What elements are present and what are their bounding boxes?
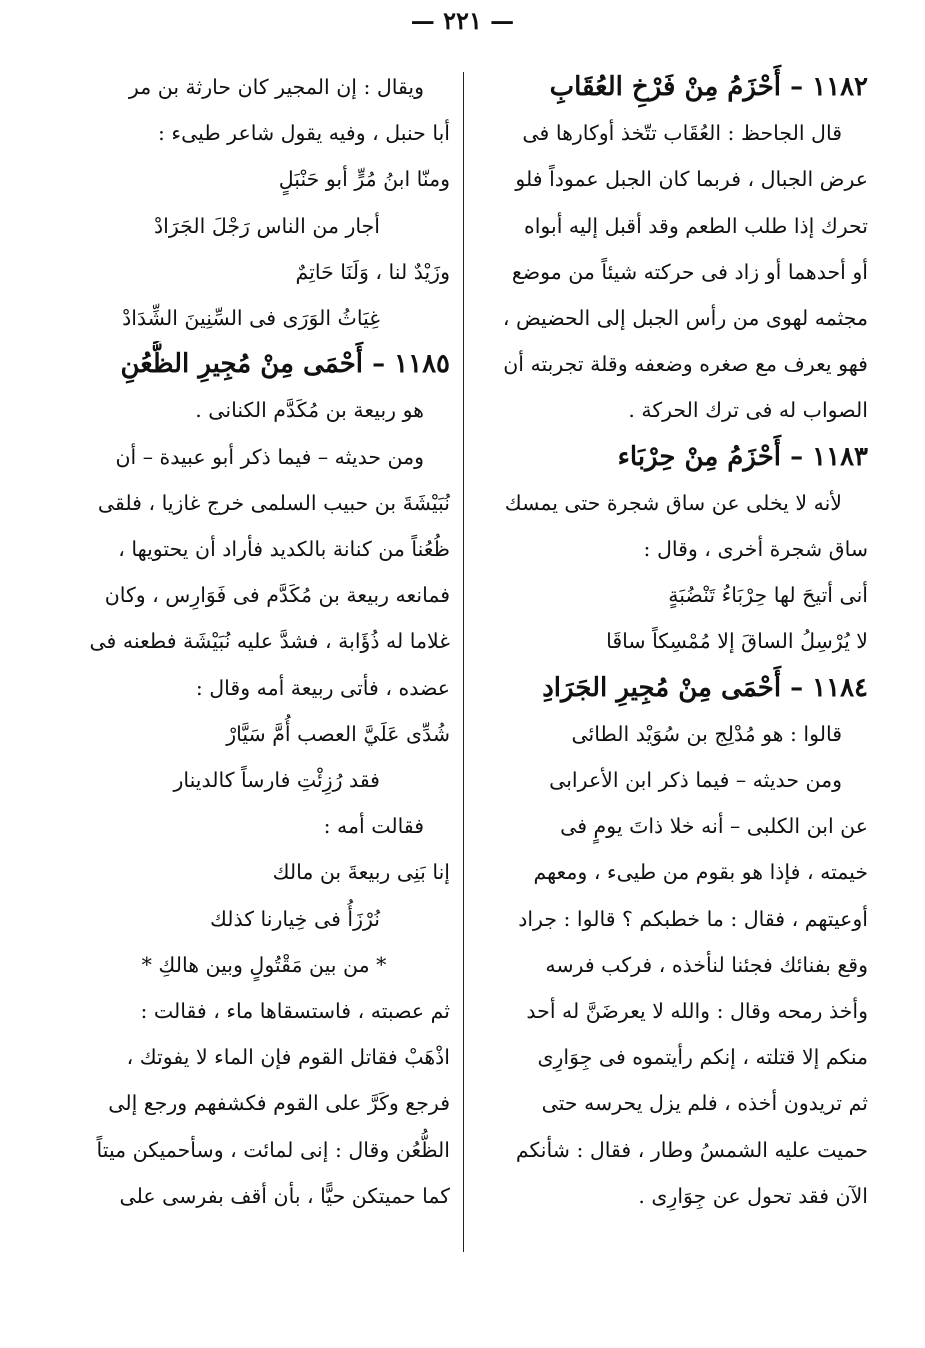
text-line: حميت عليه الشمسُ وطار ، فقال : شأنكم xyxy=(515,1137,868,1162)
text-line: هو ربيعة بن مُكَدَّم الكنانى . xyxy=(195,398,424,423)
text-line: أوعيتهم ، فقال : ما خطبكم ؟ قالوا : جراد xyxy=(518,906,868,931)
text-line: ومن حديثه – فيما ذكر أبو عبيدة – أن xyxy=(115,444,424,469)
verse-line: غِيَاثُ الوَرَى فى السِّنِينَ الشِّدَادْ xyxy=(122,306,380,331)
right-column xyxy=(496,64,868,1219)
text-line: ومن حديثه – فيما ذكر ابن الأعرابى xyxy=(549,768,842,793)
text-line: نُبَيْشَةَ بن حبيب السلمى خرج غازيا ، فلقى xyxy=(97,490,450,515)
text-line: ثم تريدون أخذه ، فلم يزل يحرسه حتى xyxy=(541,1091,868,1116)
text-line: مجثمه لهوى من رأس الجبل إلى الحضيض ، xyxy=(502,306,868,331)
text-line: عن ابن الكلبى – أنه خلا ذاتَ يومٍ فى xyxy=(560,814,868,839)
verse-line: * من بين مَقْتُولٍ وبين هالكِ * xyxy=(141,952,387,977)
text-line: فقالت أمه : xyxy=(323,814,424,839)
verse-line: أجار من الناس رَجْلَ الجَرَادْ xyxy=(154,213,380,238)
text-line: غلاما له ذُؤَابة ، فشدَّ عليه نُبَيْشَة فطعنه فى xyxy=(89,629,450,654)
column-divider xyxy=(463,72,464,1252)
text-line: أبا حنبل ، وفيه يقول شاعر طيىء : xyxy=(158,121,450,146)
text-line: قالوا : هو مُدْلِج بن سُوَيْد الطائى xyxy=(571,721,842,746)
text-line: وأخذ رمحه وقال : والله لا يعرضَنَّ له أحد xyxy=(526,999,868,1024)
text-line: أو أحدهما أو زاد فى حركته شيئاً من موضع xyxy=(511,259,868,284)
entry-heading-1185: ١١٨٥ – أَحْمَى مِنْ مُجِيرِ الظُّعُنِ xyxy=(120,349,450,380)
verse-line: شُدِّى عَلَيَّ العصب أُمَّ سَيَّارْ xyxy=(226,721,450,746)
text-line: تحرك إذا طلب الطعم وقد أقبل إليه أبواه xyxy=(523,213,868,238)
text-line: اذْهَبْ فقاتل القوم فإن الماء لا يفوتك ، xyxy=(126,1045,450,1070)
text-line: الصواب له فى ترك الحركة . xyxy=(628,398,868,423)
verse-line: أنى أتيحَ لها حِرْبَاءُ تَنْضُبَةٍ xyxy=(668,583,868,608)
entry-heading-1182: ١١٨٢ – أَحْزَمُ مِنْ فَرْخِ العُقَابِ xyxy=(549,72,868,102)
text-line: كما حميتكن حيًّا ، بأن أقف بفرسى على xyxy=(119,1183,450,1208)
verse-line: وزَيْدٌ لنا ، وَلَنَا حَاتِمٌ xyxy=(295,259,450,284)
verse-line: فقد رُزِئْتِ فارساً كالدينار xyxy=(173,768,380,793)
verse-line: ومنّا ابنُ مُرٍّ أبو حَنْبَلٍ xyxy=(278,167,450,192)
text-line: لأنه لا يخلى عن ساق شجرة حتى يمسك xyxy=(504,490,842,515)
text-line: فمانعه ربيعة بن مُكَدَّم فى فَوَارِس ، وكان xyxy=(104,583,450,608)
verse-line: لا يُرْسِلُ الساقَ إلا مُمْسِكاً ساقَا xyxy=(606,629,868,654)
text-line: عضده ، فأتى ربيعة أمه وقال : xyxy=(195,675,450,700)
text-line: الظُّعُن وقال : إنى لمائت ، وسأحميكن ميتاً xyxy=(96,1137,450,1162)
text-line: قال الجاحظ : العُقَاب تتّخذ أوكارها فى xyxy=(522,121,842,146)
text-line: ظُعُناً من كنانة بالكديد فأراد أن يحتويها ، xyxy=(118,537,450,562)
text-line: خيمته ، فإذا هو بقوم من طيىء ، ومعهم xyxy=(533,860,868,885)
text-line: منكم إلا قتلته ، إنكم رأيتموه فى جِوَارِى xyxy=(537,1045,868,1070)
text-line: عرض الجبال ، فربما كان الجبل عموداً فلو xyxy=(515,167,868,192)
text-line: وقع بفنائك فجئنا لنأخذه ، فركب فرسه xyxy=(545,952,868,977)
entry-heading-1184: ١١٨٤ – أَحْمَى مِنْ مُجِيرِ الجَرَادِ xyxy=(542,672,868,703)
entry-heading-1183: ١١٨٣ – أَحْزَمُ مِنْ حِرْبَاء xyxy=(617,441,868,472)
verse-line: نُرْزَأُ فى خِيارنا كذلك xyxy=(209,906,380,931)
text-line: فرجع وكَرَّ على القوم فكشفهم ورجع إلى xyxy=(108,1091,450,1116)
text-line: ساق شجرة أخرى ، وقال : xyxy=(643,537,868,562)
page-number: — ٢٢١ — xyxy=(410,6,515,35)
text-line: ثم عصبته ، فاستسقاها ماء ، فقالت : xyxy=(140,999,450,1024)
text-line: الآن فقد تحول عن جِوَارِى . xyxy=(638,1183,868,1208)
text-line: فهو يعرف مع صغره وضعفه وقلة تجربته أن xyxy=(503,352,868,377)
verse-line: إنا بَنِى ربيعةَ بن مالك xyxy=(272,860,450,885)
text-line: ويقال : إن المجير كان حارثة بن مر xyxy=(128,75,424,99)
left-column xyxy=(78,64,450,1219)
